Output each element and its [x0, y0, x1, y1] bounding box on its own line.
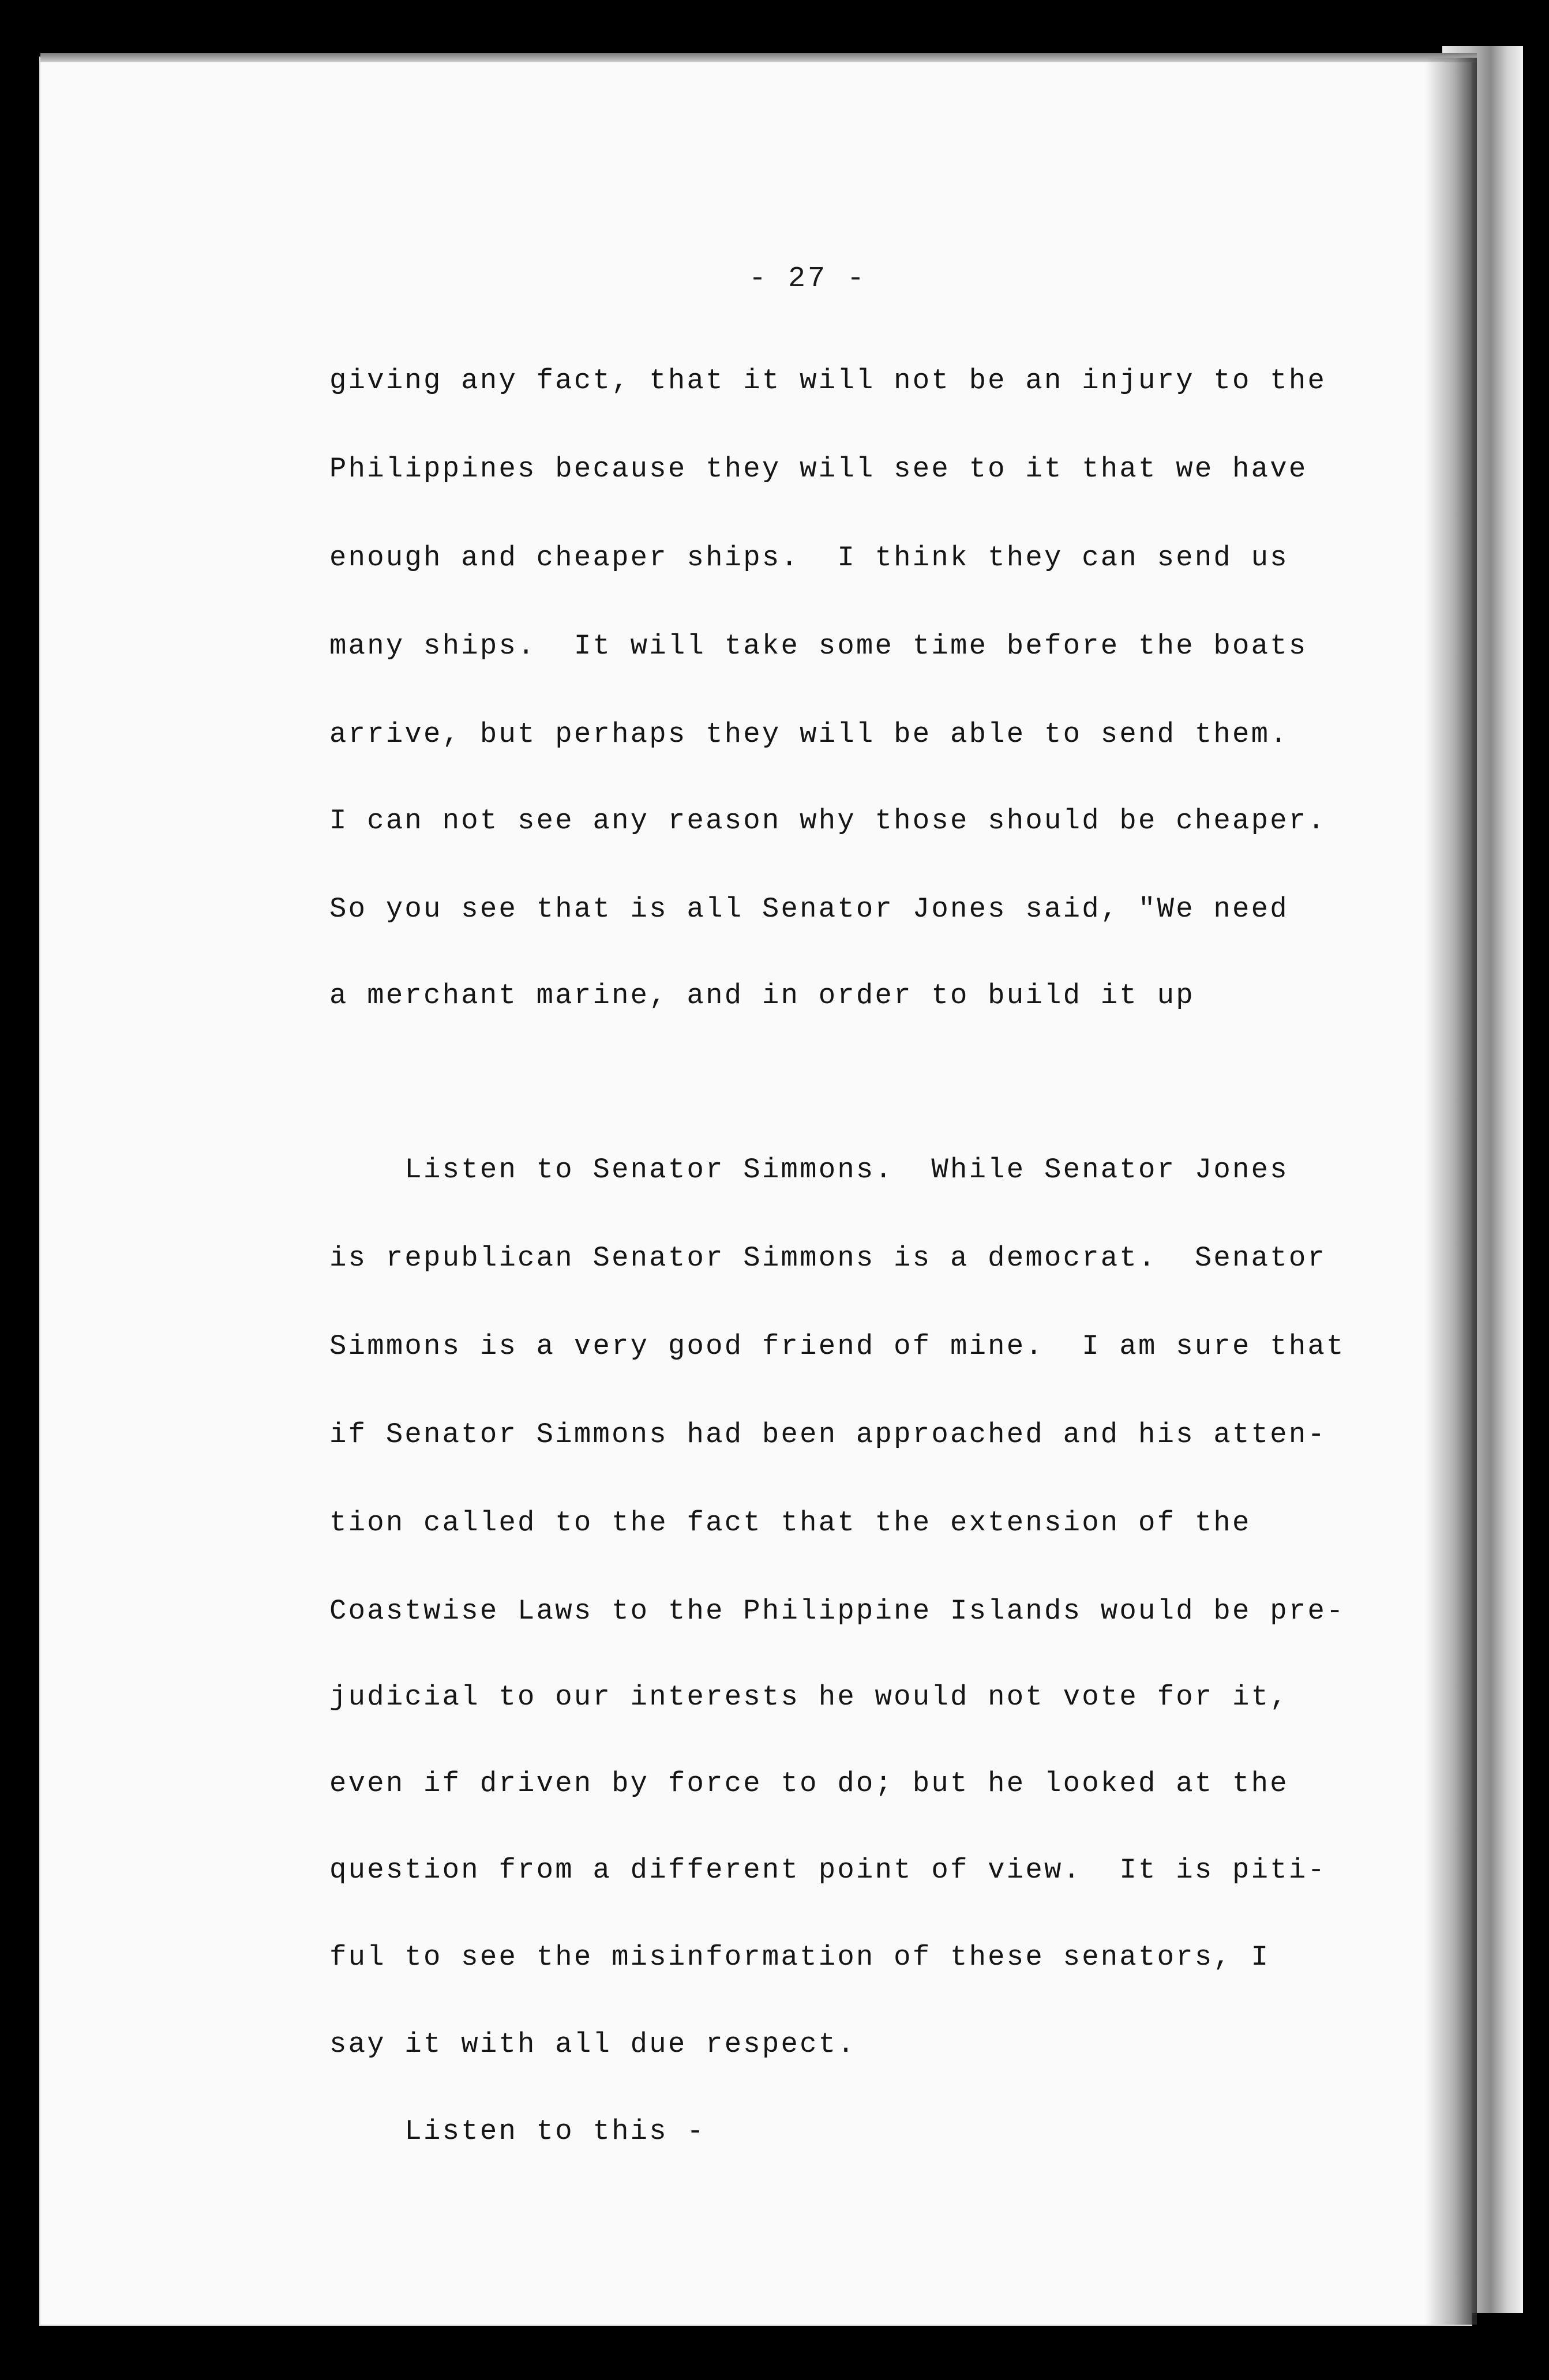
text-line: question from a different point of view. It is piti- — [329, 1854, 1327, 1886]
text-line: if Senator Simmons had been approached and his atten- — [329, 1418, 1327, 1451]
text-line: I can not see any reason why those should be cheaper. — [329, 805, 1327, 837]
document-body — [329, 0, 1402, 2148]
text-line: judicial to our interests he would not vote for it, — [329, 1681, 1289, 1713]
text-line: Listen to this - — [329, 2115, 706, 2148]
text-line: enough and cheaper ships. I think they can send us — [329, 542, 1289, 574]
page-number: - 27 - — [748, 262, 867, 295]
text-line: Listen to Senator Simmons. While Senator Jones — [329, 1154, 1289, 1186]
text-line: many ships. It will take some time before the boats — [329, 630, 1308, 662]
text-line: ful to see the misinformation of these senators, I — [329, 1941, 1270, 1973]
text-line: giving any fact, that it will not be an injury to the — [329, 365, 1327, 397]
text-line: is republican Senator Simmons is a democrat. Senator — [329, 1242, 1327, 1274]
text-line: a merchant marine, and in order to build it up — [329, 979, 1195, 1012]
text-line: So you see that is all Senator Jones said, "We need — [329, 893, 1289, 925]
text-line: Philippines because they will see to it that we have — [329, 453, 1308, 485]
text-line: Coastwise Laws to the Philippine Islands would be pre- — [329, 1595, 1345, 1627]
text-line: even if driven by force to do; but he looked at the — [329, 1767, 1289, 1800]
text-line: arrive, but perhaps they will be able to send them. — [329, 718, 1289, 750]
page-right-shadow — [1425, 58, 1477, 2325]
text-line: Simmons is a very good friend of mine. I am sure that — [329, 1330, 1345, 1362]
text-line: tion called to the fact that the extension of the — [329, 1507, 1251, 1539]
text-line: say it with all due respect. — [329, 2028, 856, 2060]
